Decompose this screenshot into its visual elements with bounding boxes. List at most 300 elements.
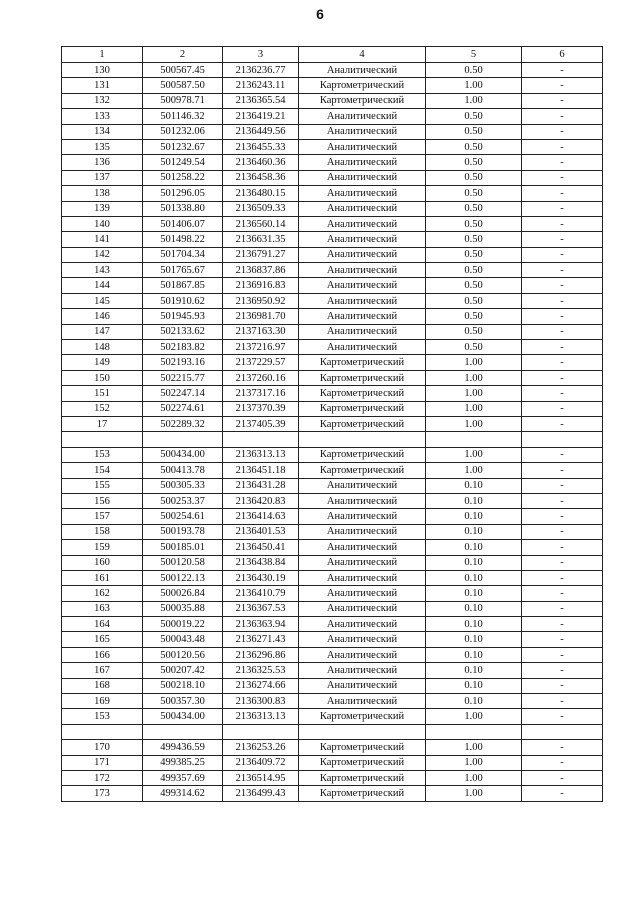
- table-row: [62, 124, 603, 139]
- x-coordinate-cell: 499385.25: [143, 755, 223, 770]
- x-coordinate-cell: 500253.37: [143, 493, 223, 508]
- y-coordinate-cell: 2136791.27: [223, 247, 299, 262]
- x-coordinate-cell: 500587.50: [143, 78, 223, 93]
- point-number-cell: 167: [62, 663, 143, 678]
- x-coordinate-cell: 500207.42: [143, 663, 223, 678]
- y-coordinate-cell: [223, 432, 299, 447]
- method-cell: Картометрический: [299, 786, 426, 801]
- table-row: [62, 155, 603, 170]
- method-cell: Картометрический: [299, 370, 426, 385]
- note-cell: -: [522, 386, 603, 401]
- table-row: [62, 463, 603, 478]
- note-cell: -: [522, 63, 603, 78]
- table-row: [62, 447, 603, 462]
- note-cell: -: [522, 139, 603, 154]
- note-cell: -: [522, 340, 603, 355]
- point-number-cell: 150: [62, 370, 143, 385]
- table-row: [62, 216, 603, 231]
- method-cell: Аналитический: [299, 694, 426, 709]
- point-number-cell: 154: [62, 463, 143, 478]
- note-cell: -: [522, 617, 603, 632]
- accuracy-cell: 0.10: [426, 601, 522, 616]
- accuracy-cell: 1.00: [426, 463, 522, 478]
- accuracy-cell: 0.50: [426, 263, 522, 278]
- point-number-cell: 140: [62, 216, 143, 231]
- note-cell: -: [522, 770, 603, 785]
- accuracy-cell: 0.50: [426, 340, 522, 355]
- table-row: [62, 293, 603, 308]
- x-coordinate-cell: 500120.56: [143, 647, 223, 662]
- table-row: [62, 770, 603, 785]
- point-number-cell: 147: [62, 324, 143, 339]
- y-coordinate-cell: 2136274.66: [223, 678, 299, 693]
- point-number-cell: 155: [62, 478, 143, 493]
- note-cell: -: [522, 355, 603, 370]
- point-number-cell: 17: [62, 416, 143, 431]
- method-cell: Аналитический: [299, 663, 426, 678]
- accuracy-cell: 0.10: [426, 678, 522, 693]
- note-cell: -: [522, 709, 603, 724]
- y-coordinate-cell: 2136499.43: [223, 786, 299, 801]
- table-row: [62, 524, 603, 539]
- y-coordinate-cell: 2136916.83: [223, 278, 299, 293]
- x-coordinate-cell: 500254.61: [143, 509, 223, 524]
- y-coordinate-cell: 2136458.36: [223, 170, 299, 185]
- y-coordinate-cell: 2136365.54: [223, 93, 299, 108]
- accuracy-cell: 0.10: [426, 555, 522, 570]
- y-coordinate-cell: 2136451.18: [223, 463, 299, 478]
- x-coordinate-cell: 500026.84: [143, 586, 223, 601]
- point-number-cell: 153: [62, 709, 143, 724]
- method-cell: Аналитический: [299, 478, 426, 493]
- y-coordinate-cell: 2136460.36: [223, 155, 299, 170]
- note-cell: -: [522, 678, 603, 693]
- point-number-cell: 142: [62, 247, 143, 262]
- note-cell: -: [522, 263, 603, 278]
- table-row: [62, 663, 603, 678]
- point-number-cell: 136: [62, 155, 143, 170]
- note-cell: -: [522, 570, 603, 585]
- y-coordinate-cell: 2136450.41: [223, 540, 299, 555]
- x-coordinate-cell: 499357.69: [143, 770, 223, 785]
- point-number-cell: 134: [62, 124, 143, 139]
- method-cell: Картометрический: [299, 755, 426, 770]
- point-number-cell: 158: [62, 524, 143, 539]
- method-cell: Аналитический: [299, 278, 426, 293]
- point-number-cell: 146: [62, 309, 143, 324]
- point-number-cell: 159: [62, 540, 143, 555]
- method-cell: Картометрический: [299, 401, 426, 416]
- table-row: [62, 586, 603, 601]
- note-cell: -: [522, 324, 603, 339]
- method-cell: Аналитический: [299, 63, 426, 78]
- x-coordinate-cell: 501406.07: [143, 216, 223, 231]
- table-row: [62, 170, 603, 185]
- table-row: [62, 694, 603, 709]
- y-coordinate-cell: 2136236.77: [223, 63, 299, 78]
- column-header: 1: [62, 47, 143, 63]
- table-row: [62, 247, 603, 262]
- note-cell: [522, 432, 603, 447]
- point-number-cell: 173: [62, 786, 143, 801]
- x-coordinate-cell: 499314.62: [143, 786, 223, 801]
- accuracy-cell: 0.50: [426, 109, 522, 124]
- point-number-cell: 135: [62, 139, 143, 154]
- method-cell: Картометрический: [299, 447, 426, 462]
- x-coordinate-cell: 501232.06: [143, 124, 223, 139]
- y-coordinate-cell: 2136430.19: [223, 570, 299, 585]
- point-number-cell: 156: [62, 493, 143, 508]
- table-row: [62, 617, 603, 632]
- column-header: 4: [299, 47, 426, 63]
- table-row: [62, 324, 603, 339]
- note-cell: -: [522, 663, 603, 678]
- point-number-cell: 153: [62, 447, 143, 462]
- accuracy-cell: [426, 724, 522, 739]
- method-cell: Аналитический: [299, 139, 426, 154]
- method-cell: Аналитический: [299, 293, 426, 308]
- accuracy-cell: 0.10: [426, 478, 522, 493]
- note-cell: -: [522, 555, 603, 570]
- note-cell: -: [522, 155, 603, 170]
- y-coordinate-cell: [223, 724, 299, 739]
- accuracy-cell: 0.10: [426, 524, 522, 539]
- accuracy-cell: 0.10: [426, 540, 522, 555]
- x-coordinate-cell: 500185.01: [143, 540, 223, 555]
- y-coordinate-cell: 2136514.95: [223, 770, 299, 785]
- note-cell: -: [522, 694, 603, 709]
- table-row: [62, 678, 603, 693]
- point-number-cell: 144: [62, 278, 143, 293]
- method-cell: Аналитический: [299, 540, 426, 555]
- accuracy-cell: 1.00: [426, 370, 522, 385]
- note-cell: -: [522, 447, 603, 462]
- y-coordinate-cell: 2136313.13: [223, 709, 299, 724]
- y-coordinate-cell: 2136419.21: [223, 109, 299, 124]
- accuracy-cell: 0.50: [426, 124, 522, 139]
- x-coordinate-cell: 501910.62: [143, 293, 223, 308]
- accuracy-cell: 1.00: [426, 386, 522, 401]
- table-row: [62, 493, 603, 508]
- x-coordinate-cell: 502215.77: [143, 370, 223, 385]
- accuracy-cell: 0.10: [426, 493, 522, 508]
- table-row: [62, 786, 603, 801]
- table-row: [62, 109, 603, 124]
- y-coordinate-cell: 2136480.15: [223, 186, 299, 201]
- y-coordinate-cell: 2136410.79: [223, 586, 299, 601]
- x-coordinate-cell: 500413.78: [143, 463, 223, 478]
- y-coordinate-cell: 2137229.57: [223, 355, 299, 370]
- table-row: [62, 540, 603, 555]
- note-cell: -: [522, 370, 603, 385]
- point-number-cell: 141: [62, 232, 143, 247]
- point-number-cell: 172: [62, 770, 143, 785]
- x-coordinate-cell: 501945.93: [143, 309, 223, 324]
- accuracy-cell: 1.00: [426, 447, 522, 462]
- x-coordinate-cell: 502183.82: [143, 340, 223, 355]
- table-row: [62, 647, 603, 662]
- x-coordinate-cell: 501249.54: [143, 155, 223, 170]
- note-cell: -: [522, 509, 603, 524]
- y-coordinate-cell: 2136243.11: [223, 78, 299, 93]
- accuracy-cell: 0.50: [426, 232, 522, 247]
- point-number-cell: 170: [62, 740, 143, 755]
- x-coordinate-cell: 501146.32: [143, 109, 223, 124]
- y-coordinate-cell: 2137216.97: [223, 340, 299, 355]
- x-coordinate-cell: 500120.58: [143, 555, 223, 570]
- y-coordinate-cell: 2137163.30: [223, 324, 299, 339]
- table-row: [62, 709, 603, 724]
- note-cell: -: [522, 186, 603, 201]
- x-coordinate-cell: 500978.71: [143, 93, 223, 108]
- x-coordinate-cell: 502193.16: [143, 355, 223, 370]
- y-coordinate-cell: 2136253.26: [223, 740, 299, 755]
- y-coordinate-cell: 2136981.70: [223, 309, 299, 324]
- point-number-cell: [62, 432, 143, 447]
- note-cell: -: [522, 632, 603, 647]
- point-number-cell: 151: [62, 386, 143, 401]
- accuracy-cell: 1.00: [426, 78, 522, 93]
- column-header: 3: [223, 47, 299, 63]
- note-cell: -: [522, 740, 603, 755]
- method-cell: Аналитический: [299, 109, 426, 124]
- accuracy-cell: 1.00: [426, 740, 522, 755]
- method-cell: Аналитический: [299, 524, 426, 539]
- x-coordinate-cell: 500122.13: [143, 570, 223, 585]
- point-number-cell: 171: [62, 755, 143, 770]
- point-number-cell: 139: [62, 201, 143, 216]
- point-number-cell: 138: [62, 186, 143, 201]
- accuracy-cell: 1.00: [426, 93, 522, 108]
- table-row: [62, 78, 603, 93]
- y-coordinate-cell: 2136950.92: [223, 293, 299, 308]
- table-header-row: [62, 47, 603, 63]
- y-coordinate-cell: 2136296.86: [223, 647, 299, 662]
- accuracy-cell: 0.10: [426, 570, 522, 585]
- method-cell: Картометрический: [299, 93, 426, 108]
- accuracy-cell: 1.00: [426, 401, 522, 416]
- note-cell: -: [522, 293, 603, 308]
- point-number-cell: 143: [62, 263, 143, 278]
- note-cell: -: [522, 416, 603, 431]
- table-row: [62, 416, 603, 431]
- table-row: [62, 139, 603, 154]
- point-number-cell: 131: [62, 78, 143, 93]
- x-coordinate-cell: 500035.88: [143, 601, 223, 616]
- coordinates-table: [61, 46, 603, 802]
- method-cell: Аналитический: [299, 586, 426, 601]
- x-coordinate-cell: 500019.22: [143, 617, 223, 632]
- accuracy-cell: 1.00: [426, 355, 522, 370]
- accuracy-cell: 1.00: [426, 709, 522, 724]
- note-cell: -: [522, 247, 603, 262]
- note-cell: -: [522, 786, 603, 801]
- method-cell: Картометрический: [299, 770, 426, 785]
- x-coordinate-cell: 499436.59: [143, 740, 223, 755]
- note-cell: -: [522, 170, 603, 185]
- note-cell: -: [522, 309, 603, 324]
- note-cell: -: [522, 586, 603, 601]
- x-coordinate-cell: 501296.05: [143, 186, 223, 201]
- method-cell: Аналитический: [299, 570, 426, 585]
- method-cell: Аналитический: [299, 155, 426, 170]
- note-cell: -: [522, 601, 603, 616]
- x-coordinate-cell: 500193.78: [143, 524, 223, 539]
- accuracy-cell: 0.10: [426, 632, 522, 647]
- note-cell: -: [522, 124, 603, 139]
- accuracy-cell: 0.10: [426, 663, 522, 678]
- column-header: 5: [426, 47, 522, 63]
- table-row: [62, 278, 603, 293]
- y-coordinate-cell: 2136438.84: [223, 555, 299, 570]
- y-coordinate-cell: 2136363.94: [223, 617, 299, 632]
- point-number-cell: 152: [62, 401, 143, 416]
- method-cell: Аналитический: [299, 247, 426, 262]
- method-cell: Аналитический: [299, 601, 426, 616]
- y-coordinate-cell: 2137370.39: [223, 401, 299, 416]
- table-row: [62, 555, 603, 570]
- method-cell: Картометрический: [299, 78, 426, 93]
- x-coordinate-cell: [143, 432, 223, 447]
- point-number-cell: 169: [62, 694, 143, 709]
- y-coordinate-cell: 2137317.16: [223, 386, 299, 401]
- method-cell: Картометрический: [299, 709, 426, 724]
- x-coordinate-cell: 501704.34: [143, 247, 223, 262]
- table-row: [62, 340, 603, 355]
- table-row: [62, 755, 603, 770]
- x-coordinate-cell: 501258.22: [143, 170, 223, 185]
- accuracy-cell: 1.00: [426, 770, 522, 785]
- y-coordinate-cell: 2136509.33: [223, 201, 299, 216]
- table-row: [62, 570, 603, 585]
- x-coordinate-cell: 500357.30: [143, 694, 223, 709]
- point-number-cell: 161: [62, 570, 143, 585]
- note-cell: -: [522, 93, 603, 108]
- accuracy-cell: 0.10: [426, 586, 522, 601]
- point-number-cell: 132: [62, 93, 143, 108]
- method-cell: Аналитический: [299, 493, 426, 508]
- x-coordinate-cell: 501338.80: [143, 201, 223, 216]
- accuracy-cell: 0.10: [426, 694, 522, 709]
- y-coordinate-cell: 2136367.53: [223, 601, 299, 616]
- x-coordinate-cell: [143, 724, 223, 739]
- accuracy-cell: 0.10: [426, 509, 522, 524]
- point-number-cell: 163: [62, 601, 143, 616]
- table-row: [62, 632, 603, 647]
- method-cell: Аналитический: [299, 678, 426, 693]
- method-cell: Аналитический: [299, 170, 426, 185]
- point-number-cell: [62, 724, 143, 739]
- table-row: [62, 201, 603, 216]
- accuracy-cell: 0.50: [426, 278, 522, 293]
- x-coordinate-cell: 500434.00: [143, 709, 223, 724]
- accuracy-cell: 0.50: [426, 247, 522, 262]
- table-row: [62, 263, 603, 278]
- accuracy-cell: 0.50: [426, 170, 522, 185]
- method-cell: Картометрический: [299, 416, 426, 431]
- table-row: [62, 740, 603, 755]
- point-number-cell: 164: [62, 617, 143, 632]
- table-row: [62, 232, 603, 247]
- y-coordinate-cell: 2136420.83: [223, 493, 299, 508]
- y-coordinate-cell: 2136409.72: [223, 755, 299, 770]
- method-cell: Аналитический: [299, 216, 426, 231]
- method-cell: Аналитический: [299, 617, 426, 632]
- point-number-cell: 148: [62, 340, 143, 355]
- x-coordinate-cell: 502247.14: [143, 386, 223, 401]
- column-header: 6: [522, 47, 603, 63]
- table-row: [62, 601, 603, 616]
- method-cell: Аналитический: [299, 509, 426, 524]
- table-row: [62, 478, 603, 493]
- table-body: [62, 47, 603, 802]
- y-coordinate-cell: 2136401.53: [223, 524, 299, 539]
- method-cell: Аналитический: [299, 186, 426, 201]
- y-coordinate-cell: 2136300.83: [223, 694, 299, 709]
- accuracy-cell: 0.50: [426, 63, 522, 78]
- y-coordinate-cell: 2136455.33: [223, 139, 299, 154]
- method-cell: [299, 432, 426, 447]
- table-row: [62, 93, 603, 108]
- note-cell: -: [522, 524, 603, 539]
- method-cell: Аналитический: [299, 647, 426, 662]
- table-row: [62, 309, 603, 324]
- accuracy-cell: 1.00: [426, 416, 522, 431]
- y-coordinate-cell: 2136313.13: [223, 447, 299, 462]
- table-row: [62, 509, 603, 524]
- point-number-cell: 168: [62, 678, 143, 693]
- y-coordinate-cell: 2136837.86: [223, 263, 299, 278]
- note-cell: -: [522, 463, 603, 478]
- y-coordinate-cell: 2136560.14: [223, 216, 299, 231]
- x-coordinate-cell: 502289.32: [143, 416, 223, 431]
- table-row: [62, 355, 603, 370]
- method-cell: Аналитический: [299, 263, 426, 278]
- note-cell: -: [522, 401, 603, 416]
- point-number-cell: 166: [62, 647, 143, 662]
- method-cell: Аналитический: [299, 124, 426, 139]
- point-number-cell: 160: [62, 555, 143, 570]
- note-cell: -: [522, 647, 603, 662]
- method-cell: Аналитический: [299, 201, 426, 216]
- method-cell: [299, 724, 426, 739]
- x-coordinate-cell: 500305.33: [143, 478, 223, 493]
- note-cell: -: [522, 278, 603, 293]
- y-coordinate-cell: 2136414.63: [223, 509, 299, 524]
- accuracy-cell: [426, 432, 522, 447]
- x-coordinate-cell: 501765.67: [143, 263, 223, 278]
- point-number-cell: 165: [62, 632, 143, 647]
- note-cell: -: [522, 201, 603, 216]
- table-row: [62, 63, 603, 78]
- accuracy-cell: 0.50: [426, 155, 522, 170]
- column-header: 2: [143, 47, 223, 63]
- point-number-cell: 137: [62, 170, 143, 185]
- point-number-cell: 145: [62, 293, 143, 308]
- method-cell: Картометрический: [299, 740, 426, 755]
- table-separator-row: [62, 724, 603, 739]
- y-coordinate-cell: 2136431.28: [223, 478, 299, 493]
- accuracy-cell: 1.00: [426, 755, 522, 770]
- x-coordinate-cell: 502133.62: [143, 324, 223, 339]
- y-coordinate-cell: 2137260.16: [223, 370, 299, 385]
- accuracy-cell: 1.00: [426, 786, 522, 801]
- note-cell: -: [522, 540, 603, 555]
- y-coordinate-cell: 2136325.53: [223, 663, 299, 678]
- y-coordinate-cell: 2136631.35: [223, 232, 299, 247]
- accuracy-cell: 0.50: [426, 293, 522, 308]
- table-separator-row: [62, 432, 603, 447]
